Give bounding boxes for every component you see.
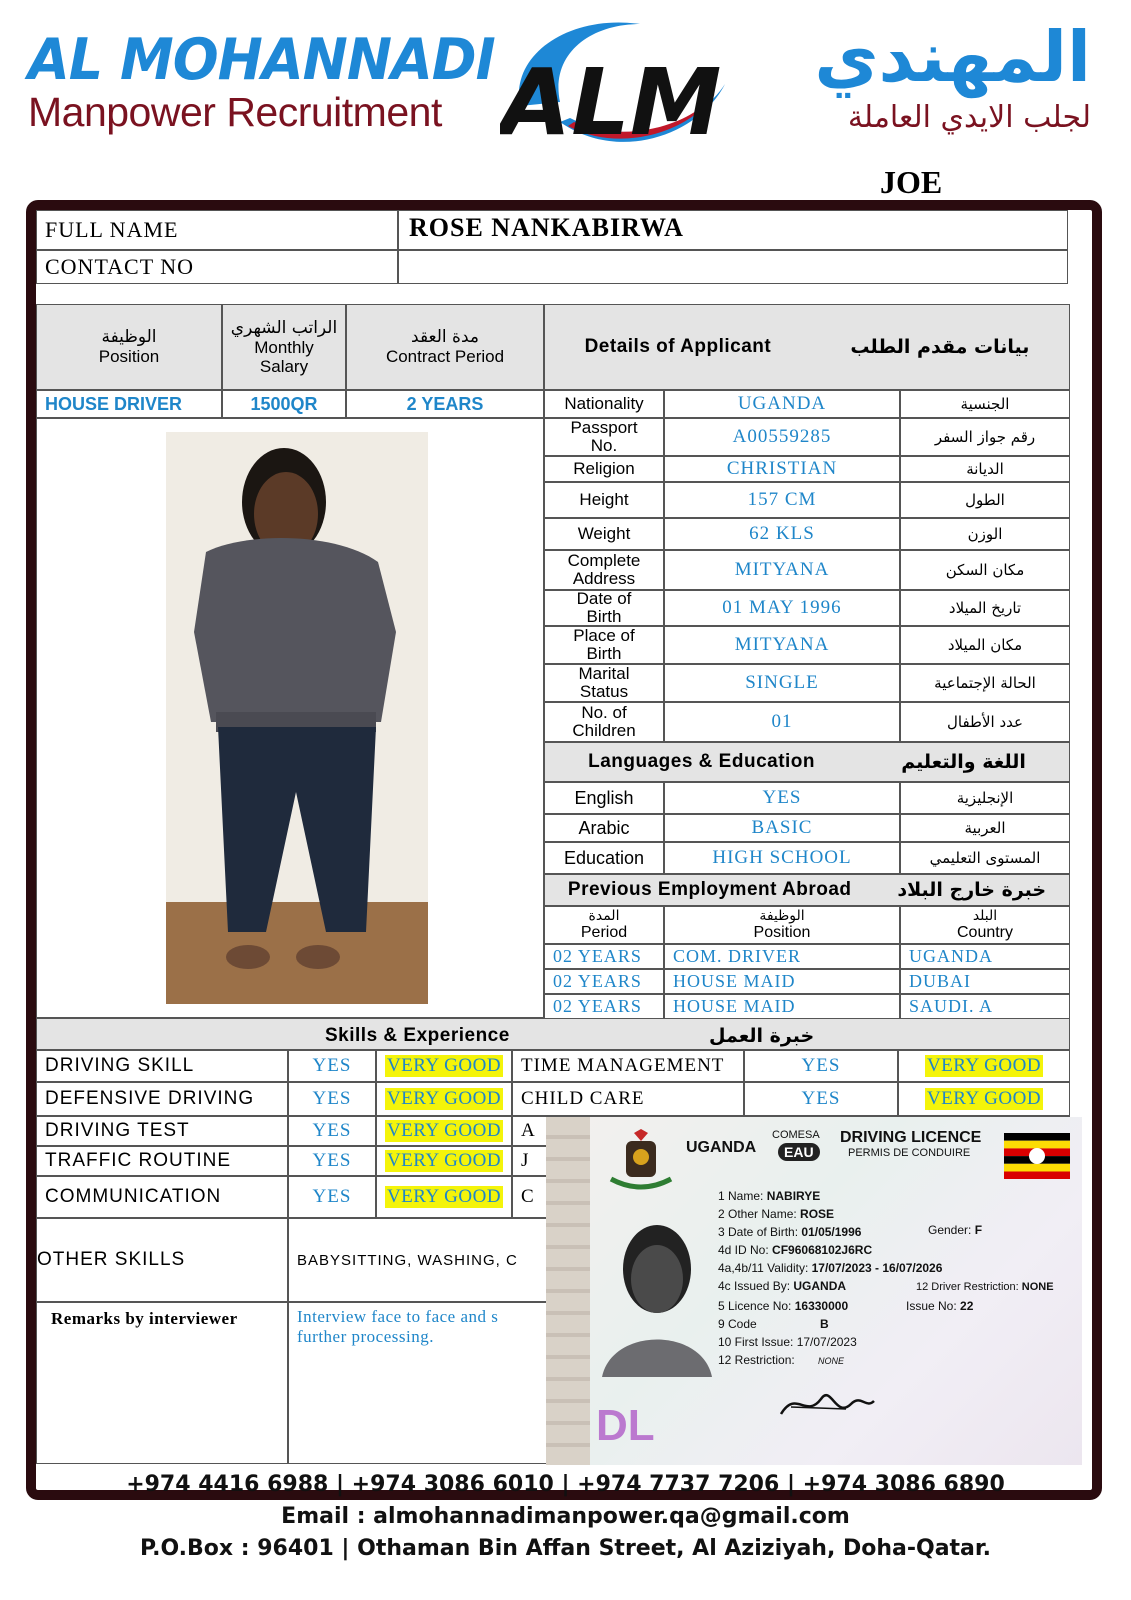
brand-block xyxy=(28,26,508,135)
position-value-cell xyxy=(36,390,222,418)
lic-id-row xyxy=(718,1243,872,1257)
lic-issued: UGANDA xyxy=(793,1279,847,1293)
detail-value-6: 01 MAY 1996 xyxy=(722,597,842,618)
salary-header xyxy=(222,304,346,390)
detail-ar-1: رقم جواز السفر xyxy=(934,428,1036,446)
detail-ar-0-cell xyxy=(900,390,1070,418)
employment-period-1: 02 YEARS xyxy=(553,971,642,991)
detail-ar-3: الطول xyxy=(965,491,1005,509)
employment-country-2-cell xyxy=(900,994,1070,1019)
skill-right-cut-1: J xyxy=(521,1150,530,1171)
skill-right-label-0-cell xyxy=(512,1050,744,1082)
detail-value-2-cell xyxy=(664,456,900,482)
detail-value-9-cell xyxy=(664,702,900,742)
language-ar-2: المستوى التعليمي xyxy=(929,849,1041,867)
lic-code-row xyxy=(718,1317,829,1331)
detail-label-2-cell xyxy=(544,456,664,482)
lic-issue-row xyxy=(906,1299,973,1313)
detail-value-3: 157 CM xyxy=(747,489,817,510)
salary-header-label: Monthly Salary xyxy=(254,337,314,376)
detail-value-0: UGANDA xyxy=(737,393,827,414)
employment-country-0: UGANDA xyxy=(909,946,993,966)
full-name-value: ROSE NANKABIRWA xyxy=(409,213,684,242)
lic-licence-no-row xyxy=(718,1299,848,1313)
detail-label-9-cell xyxy=(544,702,664,742)
detail-label-6: Date of Birth xyxy=(576,590,632,626)
skill-right-rating-0: VERY GOOD xyxy=(926,1055,1042,1076)
skill-right-cut-2: C xyxy=(521,1186,535,1207)
contract-header-label: Contract Period xyxy=(385,347,505,366)
brand-arabic-block xyxy=(711,14,1091,136)
agent-name: JOE xyxy=(880,164,943,200)
lic-id: CF96068102J6RC xyxy=(772,1243,873,1257)
skill-yes-3-cell xyxy=(288,1146,376,1176)
employment-col-period xyxy=(544,906,664,944)
lic-dob-row xyxy=(718,1225,861,1239)
employment-col-country xyxy=(900,906,1070,944)
skill-yes-4: YES xyxy=(312,1186,352,1207)
detail-value-1: A00559285 xyxy=(732,426,832,447)
skill-label-2: DRIVING TEST xyxy=(45,1120,190,1141)
employment-position-0-cell xyxy=(664,944,900,969)
skill-right-label-1: CHILD CARE xyxy=(521,1088,645,1109)
skill-label-3: TRAFFIC ROUTINE xyxy=(45,1150,231,1171)
lic-issue-label: Issue No: xyxy=(906,1299,957,1313)
skills-title: Skills & Experience xyxy=(325,1025,510,1046)
position-header-label: Position xyxy=(98,347,160,366)
skill-label-4-cell xyxy=(36,1176,288,1218)
detail-label-2: Religion xyxy=(573,459,635,478)
detail-ar-9: عدد الأطفال xyxy=(947,713,1023,731)
detail-value-4: 62 KLS xyxy=(749,523,815,544)
employment-country-2: SAUDI. A xyxy=(909,996,994,1016)
skills-header xyxy=(36,1018,1070,1050)
position-value: HOUSE DRIVER xyxy=(45,393,183,414)
lic-issue: 22 xyxy=(960,1299,974,1313)
country-col-label: Country xyxy=(956,924,1014,941)
skill-yes-0: YES xyxy=(312,1055,352,1076)
skill-right-cut-0: A xyxy=(521,1120,536,1141)
employment-header xyxy=(544,874,1070,906)
period-col-label: Period xyxy=(580,924,628,941)
position-col-ar: الوظيفة xyxy=(759,908,805,924)
detail-label-6-cell xyxy=(544,590,664,626)
remarks-line-1: Interview face to face and s xyxy=(297,1307,499,1326)
skill-right-yes-1-cell xyxy=(744,1082,898,1116)
detail-label-0-cell xyxy=(544,390,664,418)
detail-label-1-cell xyxy=(544,418,664,456)
position-ar: الوظيفة xyxy=(101,327,157,347)
brand-arabic-subtitle: لجلب الايدي العاملة xyxy=(847,100,1091,135)
driving-licence-card xyxy=(546,1117,1082,1465)
skill-yes-1-cell xyxy=(288,1082,376,1116)
brand-name: AL MOHANNADI xyxy=(28,26,495,93)
skill-right-label-0: TIME MANAGEMENT xyxy=(521,1055,725,1076)
lic-driver-restriction-label: 12 Driver Restriction: xyxy=(916,1281,1019,1293)
licence-dl-mark: DL xyxy=(596,1401,655,1450)
detail-ar-2-cell xyxy=(900,456,1070,482)
salary-ar: الراتب الشهري xyxy=(230,317,338,338)
detail-label-9: No. of Children xyxy=(572,703,636,740)
detail-value-8-cell xyxy=(664,664,900,702)
lic-id-label: 4d ID No: xyxy=(718,1243,769,1257)
lic-first-issue-label: 10 First Issue: xyxy=(718,1335,794,1349)
lic-name-row xyxy=(718,1189,820,1203)
lic-name: NABIRYE xyxy=(766,1189,821,1203)
lic-name-label: 1 Name: xyxy=(718,1189,764,1203)
lic-validity: 17/07/2023 - 16/07/2026 xyxy=(811,1261,943,1275)
employment-period-2: 02 YEARS xyxy=(553,996,642,1016)
lic-gender-row xyxy=(928,1223,982,1237)
languages-header xyxy=(544,742,1070,782)
employment-col-position xyxy=(664,906,900,944)
detail-ar-4: الوزن xyxy=(967,525,1003,543)
detail-ar-1-cell xyxy=(900,418,1070,456)
employment-title: Previous Employment Abroad xyxy=(567,879,852,900)
skill-yes-2-cell xyxy=(288,1116,376,1146)
skills-title-ar: خبرة العمل xyxy=(709,1025,815,1047)
detail-value-1-cell xyxy=(664,418,900,456)
employment-period-2-cell xyxy=(544,994,664,1019)
detail-value-8: SINGLE xyxy=(745,672,819,693)
detail-ar-6: تاريخ الميلاد xyxy=(948,599,1022,617)
brand-arabic-name: المهندي xyxy=(814,16,1091,98)
detail-value-7-cell xyxy=(664,626,900,664)
lic-first-issue: 17/07/2023 xyxy=(796,1335,857,1349)
detail-label-7-cell xyxy=(544,626,664,664)
skill-yes-3: YES xyxy=(312,1150,352,1171)
full-name-cell xyxy=(398,210,1068,250)
detail-ar-7: مكان الميلاد xyxy=(947,636,1023,654)
remarks-line-2: further processing. xyxy=(297,1327,434,1346)
detail-label-4-cell xyxy=(544,518,664,550)
skill-label-0-cell xyxy=(36,1050,288,1082)
detail-value-4-cell xyxy=(664,518,900,550)
contract-value: 2 YEARS xyxy=(406,393,484,414)
employment-country-1-cell xyxy=(900,969,1070,994)
applicant-photo-figure xyxy=(166,432,428,1004)
language-ar-0-cell xyxy=(900,782,1070,814)
contract-header xyxy=(346,304,544,390)
licence-comesa: COMESA xyxy=(772,1129,820,1141)
language-label-1: Arabic xyxy=(578,817,630,838)
remarks-label-cell xyxy=(36,1302,288,1464)
lic-restriction: NONE xyxy=(818,1356,845,1366)
skill-rating-2: VERY GOOD xyxy=(386,1120,502,1141)
contact-label-cell xyxy=(36,250,398,284)
skill-rating-4: VERY GOOD xyxy=(386,1186,502,1207)
skill-yes-0-cell xyxy=(288,1050,376,1082)
detail-label-5-cell xyxy=(544,550,664,590)
detail-label-8-cell xyxy=(544,664,664,702)
detail-label-7: Place of Birth xyxy=(573,626,635,663)
licence-eau: EAU xyxy=(778,1143,820,1161)
detail-value-5-cell xyxy=(664,550,900,590)
detail-ar-4-cell xyxy=(900,518,1070,550)
detail-value-7: MITYANA xyxy=(734,634,830,655)
signature-icon xyxy=(776,1379,876,1429)
coat-of-arms-icon xyxy=(606,1129,676,1195)
lic-validity-row xyxy=(718,1261,942,1275)
detail-value-0-cell xyxy=(664,390,900,418)
detail-label-3-cell xyxy=(544,482,664,518)
licence-security-strip xyxy=(546,1117,590,1465)
skill-label-2-cell xyxy=(36,1116,288,1146)
footer-address: P.O.Box : 96401 | Othaman Bin Affan Street, Al Aziziyah, Doha-Qatar. xyxy=(140,1536,991,1561)
application-form xyxy=(26,200,1102,1500)
detail-value-6-cell xyxy=(664,590,900,626)
contract-ar: مدة العقد xyxy=(411,327,479,347)
skill-right-rating-1-cell xyxy=(898,1082,1070,1116)
skill-label-0: DRIVING SKILL xyxy=(45,1055,195,1076)
skill-rating-0: VERY GOOD xyxy=(386,1055,502,1076)
skill-yes-2: YES xyxy=(312,1120,352,1141)
detail-ar-8-cell xyxy=(900,664,1070,702)
lic-driver-restriction-row xyxy=(916,1281,1054,1293)
detail-label-0: Nationality xyxy=(564,394,644,413)
detail-ar-3-cell xyxy=(900,482,1070,518)
language-label-0-cell xyxy=(544,782,664,814)
lic-restriction-label: 12 Restriction: xyxy=(718,1353,795,1367)
detail-label-1: Passport No. xyxy=(570,418,638,455)
lic-code: B xyxy=(820,1317,829,1331)
licence-title: DRIVING LICENCE xyxy=(840,1129,982,1146)
employment-period-0-cell xyxy=(544,944,664,969)
applicant-photo xyxy=(166,432,428,1004)
skill-rating-3-cell xyxy=(376,1146,512,1176)
employment-position-2: HOUSE MAID xyxy=(673,996,796,1016)
country-col-ar: البلد xyxy=(972,908,998,924)
language-value-2-cell xyxy=(664,842,900,874)
employment-title-ar: خبرة خارج البلاد xyxy=(897,879,1047,901)
languages-title-ar: اللغة والتعليم xyxy=(901,751,1026,773)
employment-period-0: 02 YEARS xyxy=(553,946,642,966)
skill-right-yes-1: YES xyxy=(801,1088,841,1109)
detail-ar-9-cell xyxy=(900,702,1070,742)
lic-other-name-row xyxy=(718,1207,834,1221)
position-col-label: Position xyxy=(753,924,811,941)
details-header xyxy=(544,304,1070,390)
language-ar-2-cell xyxy=(900,842,1070,874)
detail-label-8: Marital Status xyxy=(578,664,630,701)
licence-country: UGANDA xyxy=(686,1139,757,1156)
skill-rating-1-cell xyxy=(376,1082,512,1116)
employment-country-1: DUBAI xyxy=(909,971,971,991)
skill-yes-4-cell xyxy=(288,1176,376,1218)
detail-ar-7-cell xyxy=(900,626,1070,664)
detail-ar-2: الديانة xyxy=(966,460,1004,478)
contact-value-cell xyxy=(398,250,1068,284)
other-skills-label-cell xyxy=(36,1218,288,1302)
detail-ar-6-cell xyxy=(900,590,1070,626)
employment-position-2-cell xyxy=(664,994,900,1019)
skill-label-3-cell xyxy=(36,1146,288,1176)
skill-right-rating-0-cell xyxy=(898,1050,1070,1082)
other-skills-value: BABYSITTING, WASHING, C xyxy=(297,1251,518,1269)
skill-yes-1: YES xyxy=(312,1088,352,1109)
language-value-2: HIGH SCHOOL xyxy=(712,847,852,868)
lic-first-issue-row xyxy=(718,1335,857,1349)
licence-photo xyxy=(592,1217,722,1377)
language-ar-1: العربية xyxy=(964,819,1006,837)
language-value-1-cell xyxy=(664,814,900,842)
full-name-label: FULL NAME xyxy=(45,217,179,242)
full-name-label-cell xyxy=(36,210,398,250)
lic-licence-no-label: 5 Licence No: xyxy=(718,1299,792,1313)
detail-value-5: MITYANA xyxy=(734,559,830,580)
language-label-2-cell xyxy=(544,842,664,874)
footer-phones: +974 4416 6988 | +974 3086 6010 | +974 7737 7206 | +974 3086 6890 xyxy=(126,1472,1005,1497)
lic-licence-no: 16330000 xyxy=(794,1299,849,1313)
detail-ar-5-cell xyxy=(900,550,1070,590)
lic-code-label: 9 Code xyxy=(718,1317,757,1331)
detail-value-2: CHRISTIAN xyxy=(726,458,838,479)
details-title: Details of Applicant xyxy=(584,336,772,357)
skill-right-yes-0-cell xyxy=(744,1050,898,1082)
employment-country-0-cell xyxy=(900,944,1070,969)
skill-right-label-1-cell xyxy=(512,1082,744,1116)
language-label-0: English xyxy=(574,787,634,808)
licence-subtitle: PERMIS DE CONDUIRE xyxy=(848,1147,971,1159)
lic-gender-label: Gender: xyxy=(928,1223,972,1237)
language-label-2: Education xyxy=(563,847,645,868)
languages-title: Languages & Education xyxy=(588,751,816,772)
detail-label-4: Weight xyxy=(577,524,631,543)
skill-rating-1: VERY GOOD xyxy=(386,1088,502,1109)
lic-other-name-label: 2 Other Name: xyxy=(718,1207,797,1221)
footer-email: Email : almohannadimanpower.qa@gmail.com xyxy=(281,1504,850,1529)
detail-label-3: Height xyxy=(579,490,629,509)
employment-position-0: COM. DRIVER xyxy=(673,946,802,966)
lic-gender: F xyxy=(974,1223,983,1237)
salary-value: 1500QR xyxy=(250,393,318,414)
details-title-ar: بيانات مقدم الطلب xyxy=(850,336,1030,358)
position-header xyxy=(36,304,222,390)
skill-right-rating-1: VERY GOOD xyxy=(926,1088,1042,1109)
language-ar-1-cell xyxy=(900,814,1070,842)
detail-ar-8: الحالة الإجتماعية xyxy=(934,674,1036,692)
employment-period-1-cell xyxy=(544,969,664,994)
detail-ar-5: مكان السكن xyxy=(945,561,1025,579)
other-skills-label: OTHER SKILLS xyxy=(37,1249,186,1270)
skill-rating-2-cell xyxy=(376,1116,512,1146)
language-value-0-cell xyxy=(664,782,900,814)
detail-ar-0: الجنسية xyxy=(960,395,1010,413)
skill-label-1-cell xyxy=(36,1082,288,1116)
skill-label-4: COMMUNICATION xyxy=(45,1186,222,1207)
lic-issued-row xyxy=(718,1279,846,1293)
lic-dob: 01/05/1996 xyxy=(801,1225,862,1239)
employment-position-1-cell xyxy=(664,969,900,994)
language-value-0: YES xyxy=(762,787,802,808)
contact-label: CONTACT NO xyxy=(45,254,195,279)
logo-text: ALM xyxy=(500,49,722,154)
salary-value-cell xyxy=(222,390,346,418)
uganda-flag-icon xyxy=(1004,1133,1070,1179)
brand-subtitle: Manpower Recruitment xyxy=(28,89,442,135)
skill-label-1: DEFENSIVE DRIVING xyxy=(45,1088,255,1109)
language-ar-0: الإنجليزية xyxy=(956,789,1014,807)
skill-rating-3: VERY GOOD xyxy=(386,1150,502,1171)
lic-other-name: ROSE xyxy=(800,1207,835,1221)
lic-issued-label: 4c Issued By: xyxy=(718,1279,791,1293)
detail-value-9: 01 xyxy=(771,711,793,732)
skill-right-yes-0: YES xyxy=(801,1055,841,1076)
skill-rating-4-cell xyxy=(376,1176,512,1218)
detail-label-5: Complete Address xyxy=(567,551,641,588)
detail-value-3-cell xyxy=(664,482,900,518)
employment-position-1: HOUSE MAID xyxy=(673,971,796,991)
language-value-1: BASIC xyxy=(751,817,813,838)
skill-rating-0-cell xyxy=(376,1050,512,1082)
period-col-ar: المدة xyxy=(588,908,620,924)
contract-value-cell xyxy=(346,390,544,418)
lic-restriction-row xyxy=(718,1353,844,1367)
lic-driver-restriction: NONE xyxy=(1021,1281,1054,1293)
alm-logo xyxy=(500,14,730,154)
remarks-label: Remarks by interviewer xyxy=(51,1309,238,1328)
language-label-1-cell xyxy=(544,814,664,842)
lic-dob-label: 3 Date of Birth: xyxy=(718,1225,799,1239)
lic-validity-label: 4a,4b/11 Validity: xyxy=(718,1261,809,1275)
